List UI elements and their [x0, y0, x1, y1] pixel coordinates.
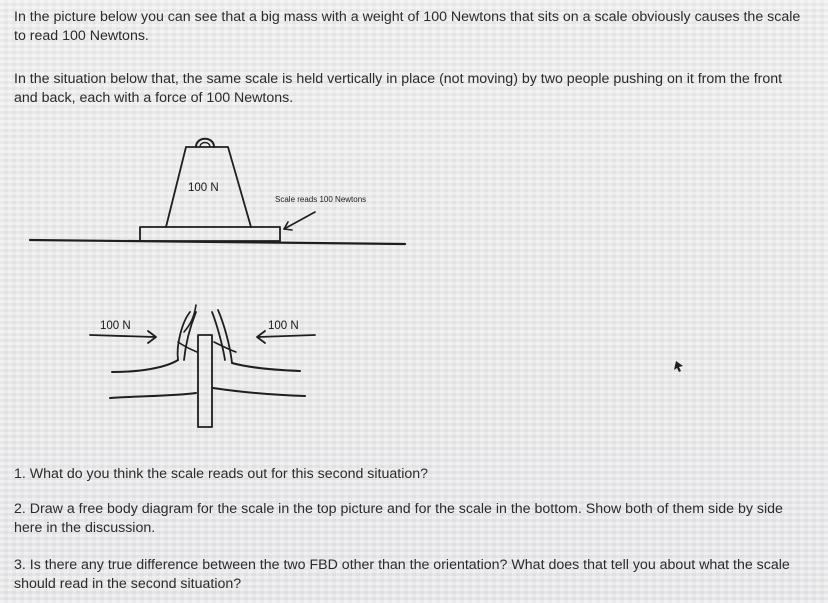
question-1: 1. What do you think the scale reads out for this second situation?	[14, 466, 429, 482]
left-palm	[178, 342, 197, 352]
left-arm-lower	[110, 393, 196, 398]
scale-platform	[140, 227, 280, 241]
question-3: 3. Is there any true difference between the two FBD other than the orientation? What does that tell you about what the scale should read in the second situation?	[14, 557, 790, 592]
right-arm-upper	[232, 363, 300, 371]
scale-reading-note: Scale reads 100 Newtons	[275, 195, 367, 204]
mouse-cursor-icon	[674, 361, 683, 372]
intro-paragraph-2: In the situation below that, the same scale is held vertically in place (not moving) by two people pushing on it from the front and back, each with a force of 100 Newtons.	[14, 71, 783, 106]
intro-paragraph-1: In the picture below you can see that a big mass with a weight of 100 Newtons that sits on a scale obviously causes the scale to read 100 Newtons.	[14, 9, 801, 44]
left-force-arrow-shaft	[90, 335, 155, 337]
mass-weight-label: 100 N	[188, 182, 219, 194]
right-arm-lower	[213, 388, 305, 396]
pointer-arrow-shaft	[284, 212, 315, 229]
right-force-label: 100 N	[268, 320, 299, 332]
right-palm	[214, 342, 236, 352]
left-force-label: 100 N	[100, 320, 131, 332]
vertical-scale-body	[198, 335, 212, 427]
question-2: 2. Draw a free body diagram for the scale in the top picture and for the scale in the bottom. Show both of them side by side here in the discussion.	[14, 501, 783, 536]
right-finger-2	[212, 312, 225, 360]
right-force-arrow-shaft	[258, 335, 315, 337]
left-arm-upper	[112, 360, 178, 372]
